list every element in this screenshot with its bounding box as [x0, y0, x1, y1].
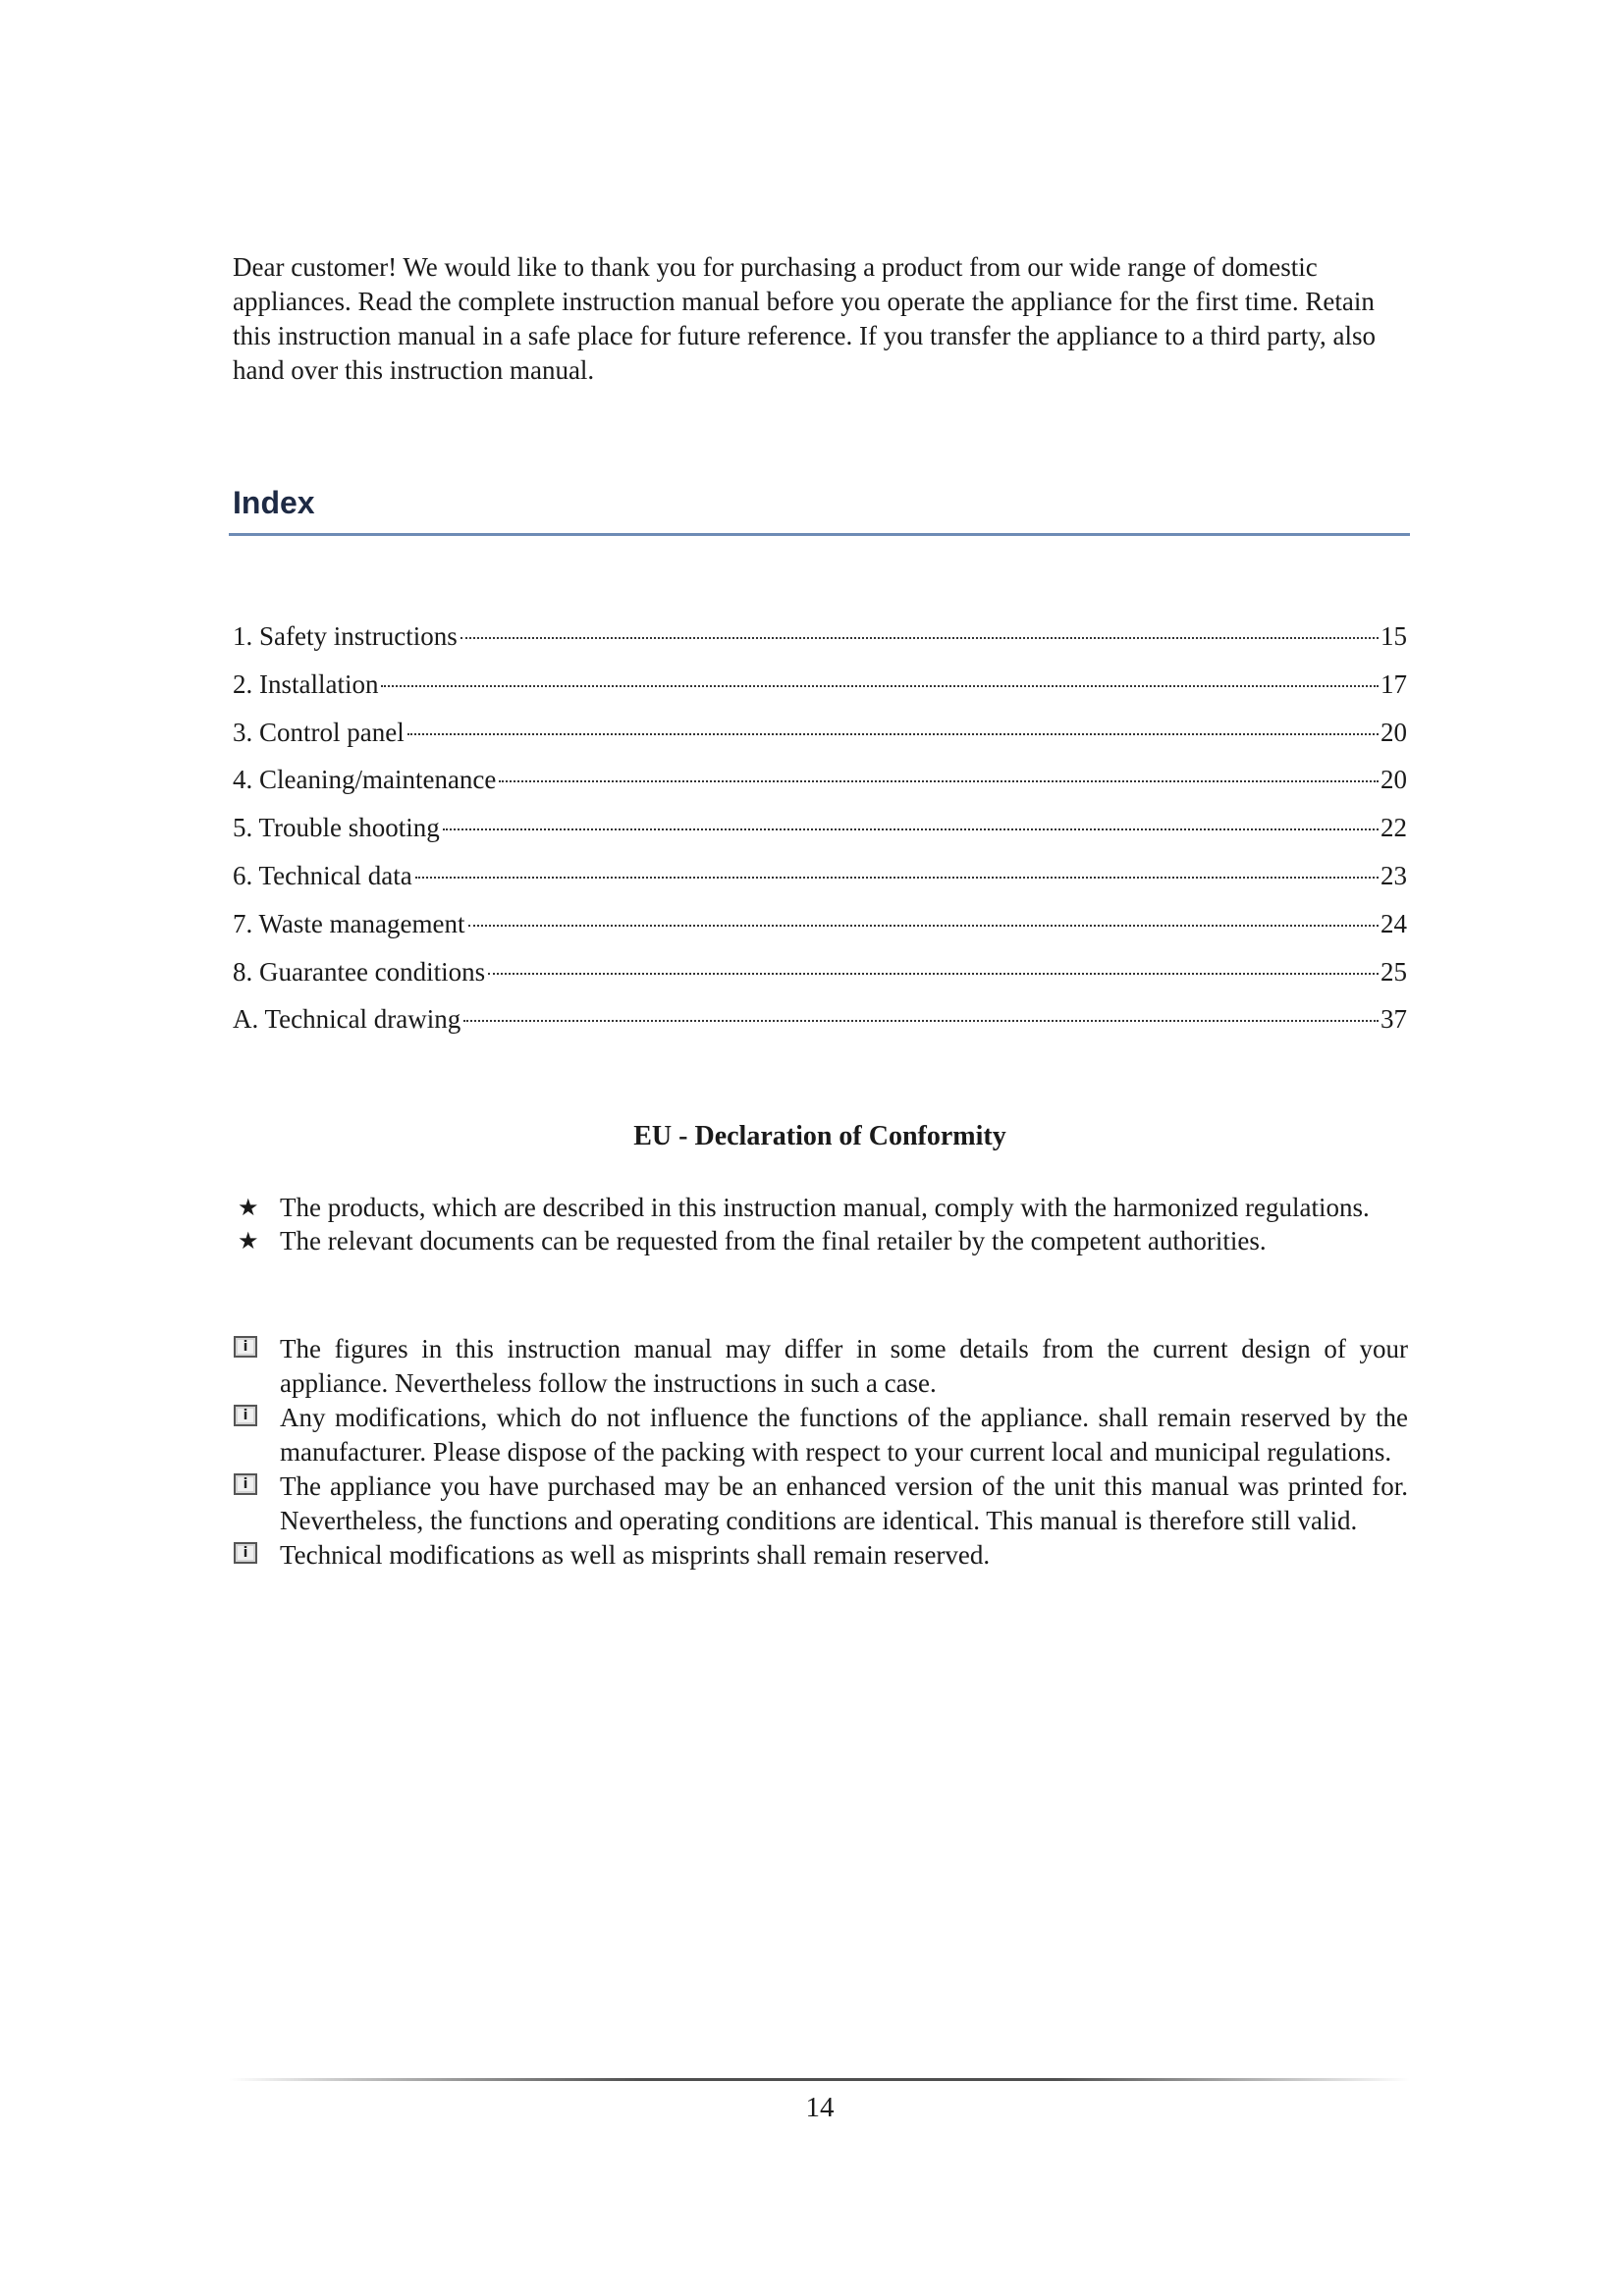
- info-icon: i: [234, 1405, 257, 1426]
- toc-entry-page: 25: [1380, 956, 1407, 987]
- toc-entry-page: 37: [1380, 1004, 1407, 1035]
- declaration-item-text: The products, which are described in this instruction manual, comply with the harmonized regulations.: [280, 1193, 1370, 1222]
- index-heading: Index: [233, 485, 315, 520]
- toc-entry[interactable]: [233, 957, 1407, 1005]
- toc-entry-page: 22: [1380, 813, 1407, 843]
- info-note: [233, 1469, 1408, 1538]
- toc-dot-leader: [468, 925, 1379, 927]
- toc-entry-page: 24: [1380, 908, 1407, 938]
- toc-dot-leader: [407, 733, 1379, 735]
- info-note: [233, 1538, 1408, 1573]
- page-number: 14: [805, 2092, 835, 2123]
- toc-entry[interactable]: [233, 813, 1407, 861]
- declaration-title: EU - Declaration of Conformity: [633, 1121, 1006, 1151]
- info-note-text: The appliance you have purchased may be an enhanced version of the unit this manual was printed for. Nevertheless, the functions and operating conditions are identical. This manual is therefore still valid.: [280, 1471, 1408, 1535]
- toc-dot-leader: [415, 877, 1379, 879]
- info-note: [233, 1401, 1408, 1469]
- toc-entry-label: 4. Cleaning/maintenance: [233, 765, 497, 795]
- info-notes-list: [233, 1332, 1408, 1573]
- toc-entry[interactable]: [233, 1004, 1407, 1052]
- declaration-item-text: The relevant documents can be requested from the final retailer by the competent authorities.: [280, 1226, 1267, 1255]
- info-icon: i: [234, 1473, 257, 1495]
- info-note-text: The figures in this instruction manual may differ in some details from the current design of your appliance. Nevertheless follow the instructions in such a case.: [280, 1334, 1408, 1398]
- toc-dot-leader: [463, 1020, 1379, 1022]
- toc-entry-page: 15: [1380, 621, 1407, 651]
- toc-entry-label: 6. Technical data: [233, 860, 412, 890]
- info-note-text: Technical modifications as well as misprints shall remain reserved.: [280, 1540, 991, 1570]
- toc-entry-page: 23: [1380, 860, 1407, 890]
- info-icon: i: [234, 1542, 257, 1564]
- toc-entry-page: 20: [1380, 765, 1407, 795]
- toc-entry[interactable]: [233, 718, 1407, 766]
- intro-paragraph: Dear customer! We would like to thank you for purchasing a product from our wide range of domestic appliances. Read the complete instruction manual before you operate the appliance for the first time. Retain this instruction manual in a safe place for future reference. If you transfer the appliance to a third party, also hand over this instruction manual.: [233, 252, 1377, 385]
- toc-entry-label: 2. Installation: [233, 668, 379, 699]
- toc-dot-leader: [460, 637, 1379, 639]
- toc-entry-page: 20: [1380, 717, 1407, 747]
- toc-dot-leader: [381, 685, 1379, 687]
- toc-entry[interactable]: [233, 909, 1407, 957]
- info-note-text: Any modifications, which do not influence the functions of the appliance. shall remain reserved by the manufacturer. Please dispose of the packing with respect to your current local and municipal regulations.: [280, 1403, 1408, 1467]
- declaration-item: [233, 1225, 1408, 1257]
- toc-entry[interactable]: [233, 669, 1407, 718]
- star-icon: ★: [238, 1227, 259, 1255]
- toc-entry-page: 17: [1380, 668, 1407, 699]
- toc-entry-label: 5. Trouble shooting: [233, 813, 440, 843]
- declaration-list: [233, 1192, 1408, 1258]
- toc-entry[interactable]: [233, 621, 1407, 669]
- info-note: [233, 1332, 1408, 1401]
- toc-entry-label: 7. Waste management: [233, 908, 465, 938]
- star-icon: ★: [238, 1194, 259, 1221]
- table-of-contents: [233, 621, 1407, 1052]
- index-heading-rule: [229, 533, 1410, 536]
- toc-dot-leader: [443, 828, 1379, 830]
- toc-entry-label: 3. Control panel: [233, 717, 405, 747]
- toc-entry-label: A. Technical drawing: [233, 1004, 461, 1035]
- toc-entry-label: 8. Guarantee conditions: [233, 956, 486, 987]
- toc-dot-leader: [499, 780, 1379, 782]
- footer-rule: [229, 2078, 1410, 2081]
- toc-dot-leader: [488, 973, 1379, 975]
- info-icon: i: [234, 1336, 257, 1358]
- toc-entry-label: 1. Safety instructions: [233, 621, 458, 651]
- toc-entry[interactable]: [233, 765, 1407, 813]
- declaration-item: [233, 1192, 1408, 1224]
- toc-entry[interactable]: [233, 861, 1407, 909]
